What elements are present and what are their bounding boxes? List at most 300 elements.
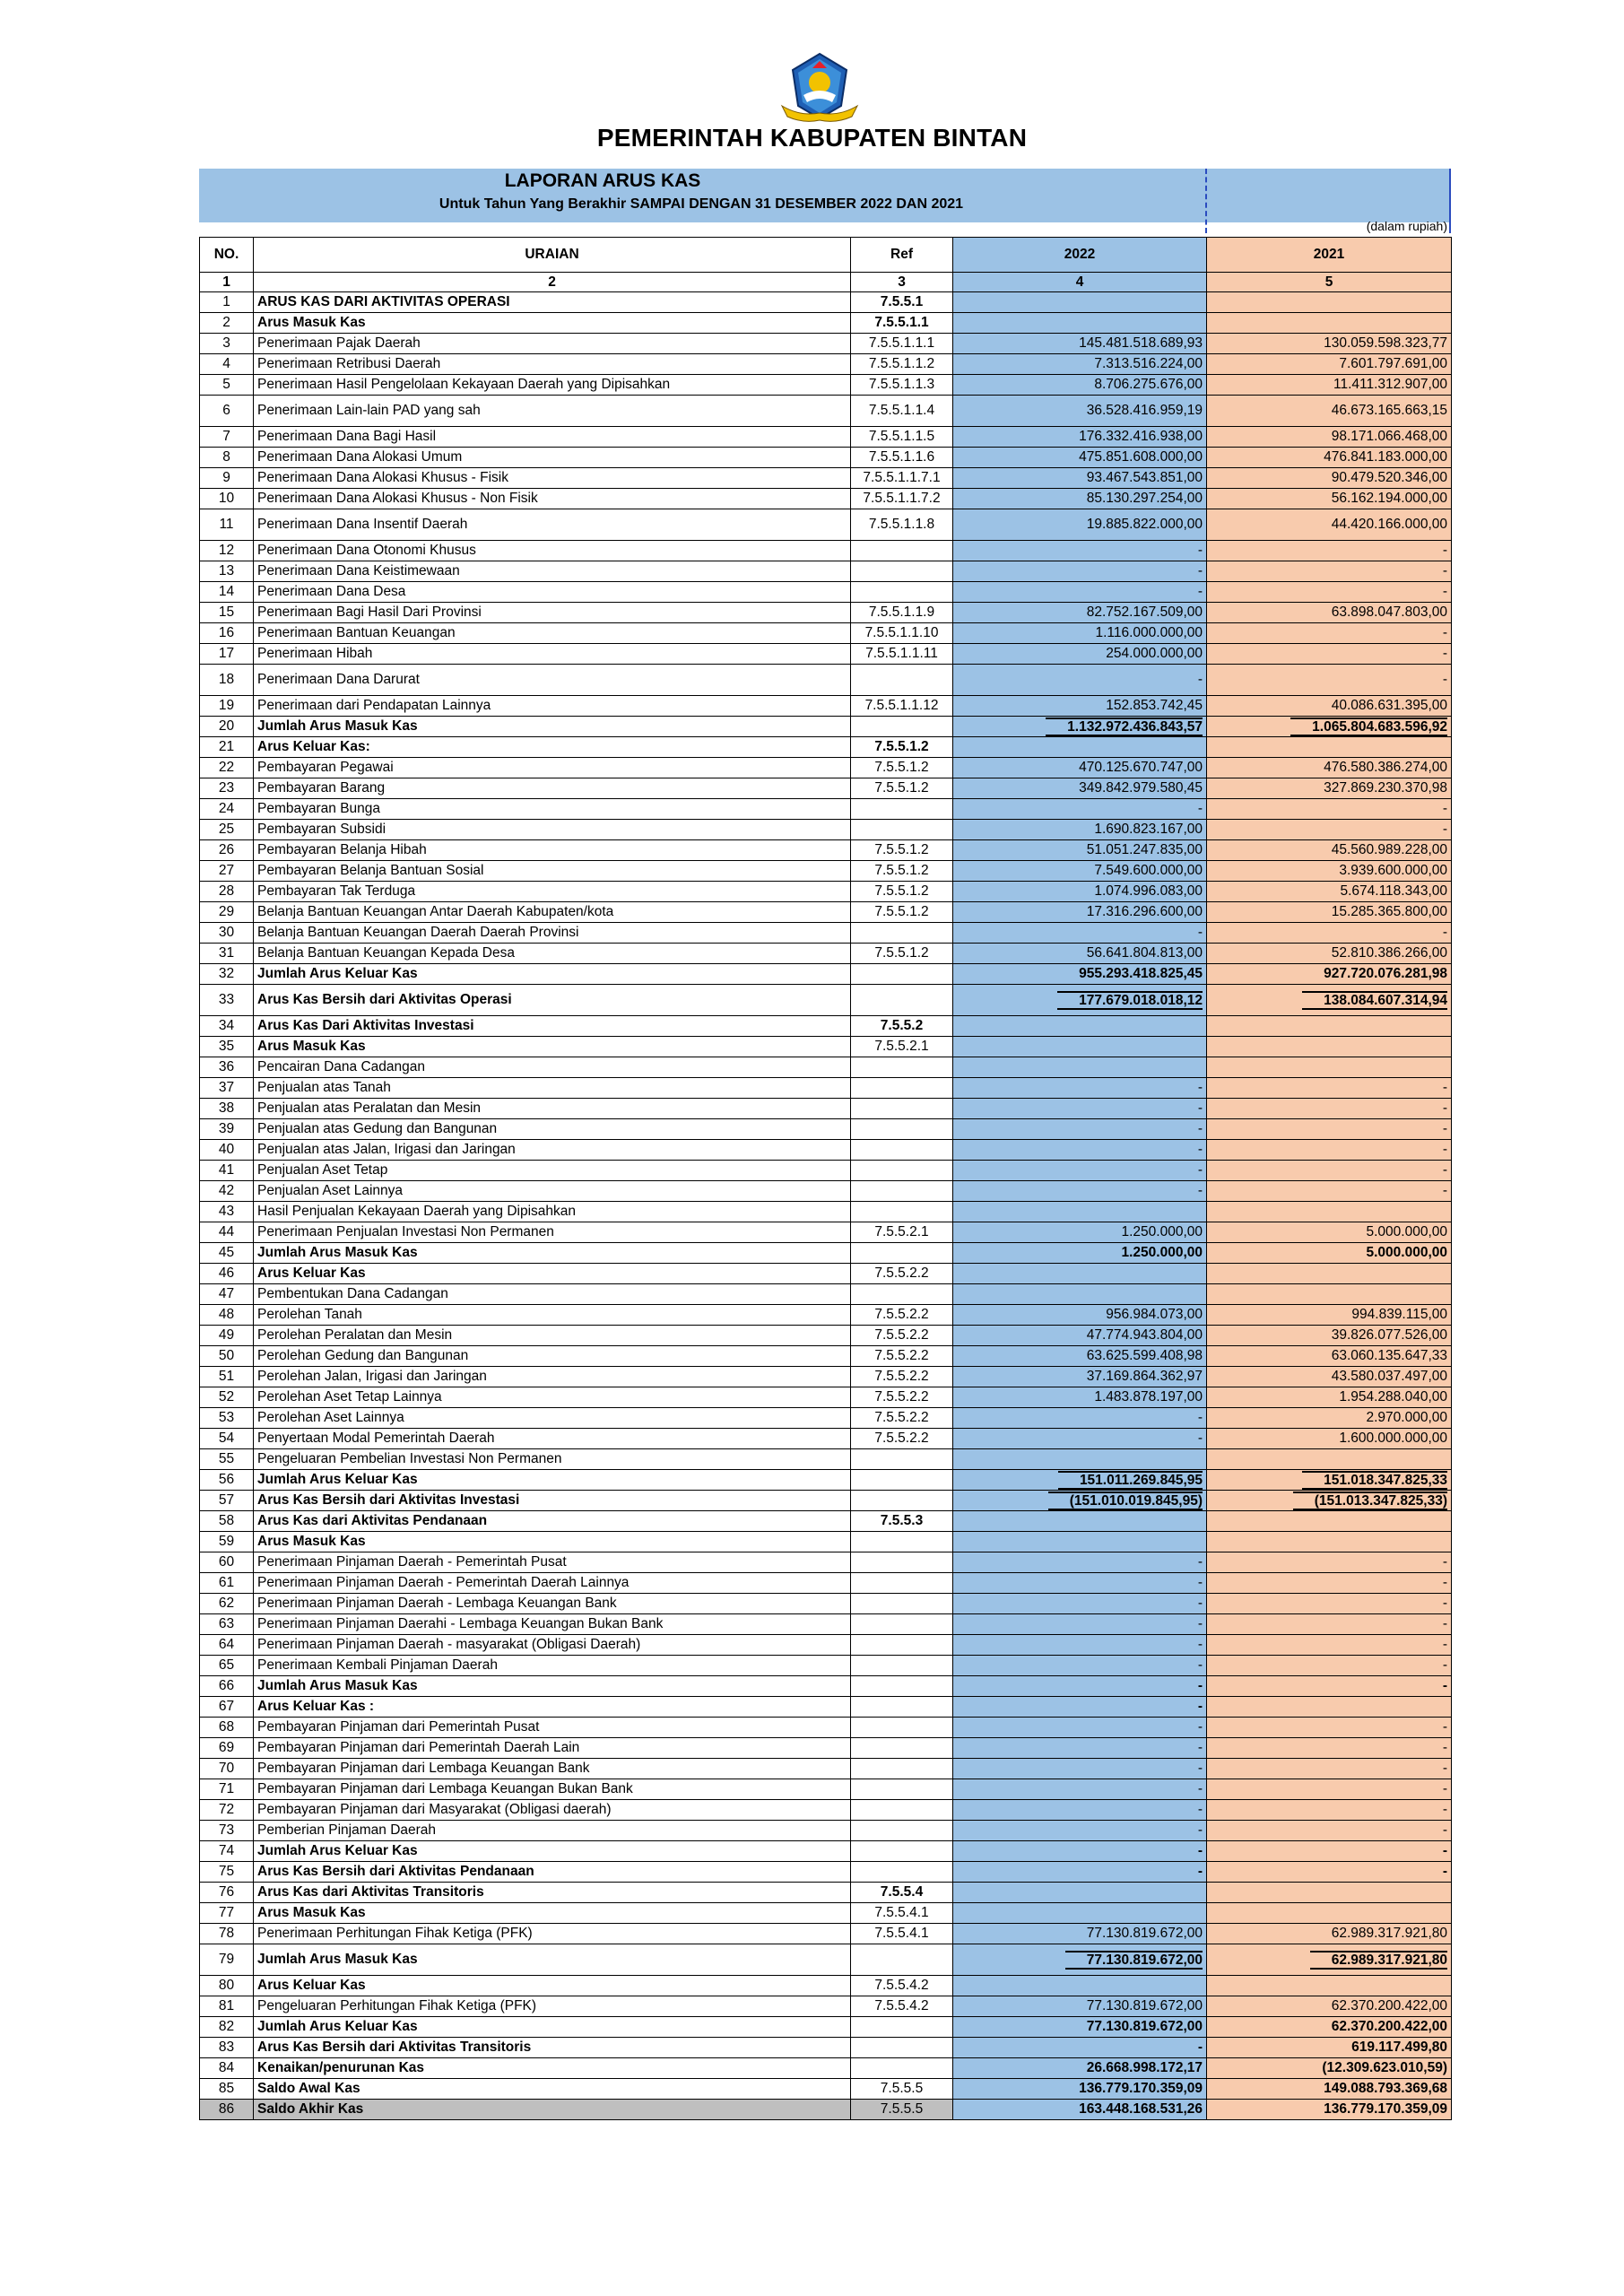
row-ref: 7.5.5.4.2	[851, 1976, 953, 1996]
row-number: 80	[200, 1976, 254, 1996]
row-ref: 7.5.5.4.1	[851, 1924, 953, 1944]
row-ref: 7.5.5.1.2	[851, 882, 953, 902]
row-ref	[851, 964, 953, 985]
table-row	[200, 1635, 1452, 1656]
row-ref	[851, 1532, 953, 1552]
row-ref	[851, 1862, 953, 1883]
row-number: 52	[200, 1387, 254, 1408]
table-row	[200, 582, 1452, 603]
row-description: Belanja Bantuan Keuangan Kepada Desa	[254, 944, 851, 964]
row-description: Pembayaran Pinjaman dari Lembaga Keuangan Bank	[254, 1759, 851, 1779]
row-ref: 7.5.5.4	[851, 1883, 953, 1903]
row-number: 11	[200, 509, 254, 541]
table-row	[200, 468, 1452, 489]
row-description: Penerimaan Pinjaman Daerah - Lembaga Keuangan Bank	[254, 1594, 851, 1614]
row-value-2021: 5.000.000,00	[1207, 1243, 1452, 1264]
row-ref: 7.5.5.4.2	[851, 1996, 953, 2017]
row-value-2021: 43.580.037.497,00	[1207, 1367, 1452, 1387]
row-description: Arus Masuk Kas	[254, 1532, 851, 1552]
row-value-2022: 17.316.296.600,00	[953, 902, 1207, 923]
row-value-2022: 51.051.247.835,00	[953, 840, 1207, 861]
row-ref: 7.5.5.1.1.3	[851, 375, 953, 396]
row-value-2021: -	[1207, 1078, 1452, 1099]
row-number: 2	[200, 313, 254, 334]
row-ref	[851, 1284, 953, 1305]
row-description: Arus Kas Bersih dari Aktivitas Transitoris	[254, 2038, 851, 2058]
row-value-2021: -	[1207, 1718, 1452, 1738]
row-value-2022: 955.293.418.825,45	[953, 964, 1207, 985]
row-value-2021: 56.162.194.000,00	[1207, 489, 1452, 509]
row-value-2022: -	[953, 561, 1207, 582]
row-value-2021-underlined: 1.065.804.683.596,92	[1290, 718, 1447, 736]
row-description: Jumlah Arus Masuk Kas	[254, 1676, 851, 1697]
row-ref	[851, 1676, 953, 1697]
row-description: Pembayaran Belanja Bantuan Sosial	[254, 861, 851, 882]
row-description: Jumlah Arus Keluar Kas	[254, 1841, 851, 1862]
row-description: Arus Keluar Kas :	[254, 1697, 851, 1718]
row-ref	[851, 717, 953, 737]
row-value-2022: -	[953, 665, 1207, 696]
table-row	[200, 717, 1452, 737]
row-value-2022: -	[953, 2038, 1207, 2058]
row-ref	[851, 2058, 953, 2079]
row-description: Pengeluaran Perhitungan Fihak Ketiga (PFK)	[254, 1996, 851, 2017]
table-row	[200, 1140, 1452, 1161]
row-description: ARUS KAS DARI AKTIVITAS OPERASI	[254, 292, 851, 313]
row-description: Pemberian Pinjaman Daerah	[254, 1821, 851, 1841]
row-number: 57	[200, 1491, 254, 1511]
row-value-2022	[953, 1511, 1207, 1532]
row-value-2022	[953, 292, 1207, 313]
table-row	[200, 427, 1452, 448]
row-number: 85	[200, 2079, 254, 2100]
row-value-2021	[1207, 1976, 1452, 1996]
row-value-2021-underlined: 62.989.317.921,80	[1310, 1951, 1447, 1970]
table-row	[200, 1594, 1452, 1614]
row-description: Saldo Awal Kas	[254, 2079, 851, 2100]
row-ref	[851, 561, 953, 582]
table-row	[200, 1161, 1452, 1181]
row-description: Pembayaran Pinjaman dari Pemerintah Daerah Lain	[254, 1738, 851, 1759]
table-row	[200, 1284, 1452, 1305]
row-ref	[851, 1944, 953, 1976]
table-row	[200, 2100, 1452, 2120]
row-value-2021: 44.420.166.000,00	[1207, 509, 1452, 541]
row-ref: 7.5.5.2.2	[851, 1408, 953, 1429]
row-value-2022-underlined: 77.130.819.672,00	[1065, 1951, 1203, 1970]
table-row	[200, 313, 1452, 334]
row-ref: 7.5.5.1.2	[851, 902, 953, 923]
row-number: 54	[200, 1429, 254, 1449]
row-value-2022: 145.481.518.689,93	[953, 334, 1207, 354]
row-value-2021: 7.601.797.691,00	[1207, 354, 1452, 375]
row-number: 15	[200, 603, 254, 623]
row-description: Pembayaran Bunga	[254, 799, 851, 820]
row-value-2021-underlined: 151.018.347.825,33	[1302, 1471, 1447, 1490]
table-row	[200, 1976, 1452, 1996]
row-number: 12	[200, 541, 254, 561]
row-number: 19	[200, 696, 254, 717]
row-value-2022: -	[953, 923, 1207, 944]
row-ref: 7.5.5.1.2	[851, 840, 953, 861]
row-ref	[851, 1718, 953, 1738]
table-row	[200, 1181, 1452, 1202]
table-row	[200, 861, 1452, 882]
row-value-2021: 5.674.118.343,00	[1207, 882, 1452, 902]
row-value-2021	[1207, 1532, 1452, 1552]
row-ref: 7.5.5.1.1.12	[851, 696, 953, 717]
row-value-2022: 77.130.819.672,00	[953, 1924, 1207, 1944]
row-ref: 7.5.5.1.1	[851, 313, 953, 334]
table-row	[200, 1532, 1452, 1552]
row-value-2022	[953, 717, 1207, 737]
row-value-2021	[1207, 1470, 1452, 1491]
table-row	[200, 882, 1452, 902]
row-value-2022: 349.842.979.580,45	[953, 778, 1207, 799]
row-value-2021: -	[1207, 1759, 1452, 1779]
table-row	[200, 758, 1452, 778]
row-description: Arus Kas Bersih dari Aktivitas Operasi	[254, 985, 851, 1016]
row-number: 51	[200, 1367, 254, 1387]
row-value-2022	[953, 313, 1207, 334]
table-row	[200, 1119, 1452, 1140]
row-value-2021: 476.841.183.000,00	[1207, 448, 1452, 468]
row-ref	[851, 820, 953, 840]
row-value-2022: 1.116.000.000,00	[953, 623, 1207, 644]
row-value-2021: 2.970.000,00	[1207, 1408, 1452, 1429]
row-description: Arus Masuk Kas	[254, 1903, 851, 1924]
row-value-2021: -	[1207, 1676, 1452, 1697]
row-ref: 7.5.5.1.1.6	[851, 448, 953, 468]
row-value-2021: 63.898.047.803,00	[1207, 603, 1452, 623]
row-ref: 7.5.5.1.1.10	[851, 623, 953, 644]
row-description: Pembayaran Pinjaman dari Pemerintah Pusat	[254, 1718, 851, 1738]
row-value-2022: -	[953, 1862, 1207, 1883]
row-number: 70	[200, 1759, 254, 1779]
table-row	[200, 1078, 1452, 1099]
row-value-2022: 47.774.943.804,00	[953, 1326, 1207, 1346]
row-description: Penerimaan dari Pendapatan Lainnya	[254, 696, 851, 717]
table-row	[200, 944, 1452, 964]
table-row	[200, 2058, 1452, 2079]
table-row	[200, 644, 1452, 665]
row-number: 74	[200, 1841, 254, 1862]
row-value-2021: 476.580.386.274,00	[1207, 758, 1452, 778]
row-ref: 7.5.5.1.1.9	[851, 603, 953, 623]
row-value-2022	[953, 1057, 1207, 1078]
row-ref	[851, 1243, 953, 1264]
row-value-2022	[953, 1202, 1207, 1222]
table-row	[200, 923, 1452, 944]
row-number: 23	[200, 778, 254, 799]
row-description: Penerimaan Lain-lain PAD yang sah	[254, 396, 851, 427]
row-value-2022: -	[953, 1181, 1207, 1202]
row-value-2021: 927.720.076.281,98	[1207, 964, 1452, 985]
row-value-2022: -	[953, 1718, 1207, 1738]
row-value-2021	[1207, 1944, 1452, 1976]
row-value-2021: -	[1207, 1181, 1452, 1202]
row-description: Pembentukan Dana Cadangan	[254, 1284, 851, 1305]
table-row	[200, 1924, 1452, 1944]
row-ref: 7.5.5.2.1	[851, 1037, 953, 1057]
row-description: Pembayaran Barang	[254, 778, 851, 799]
table-row	[200, 1552, 1452, 1573]
row-number: 8	[200, 448, 254, 468]
row-value-2021: -	[1207, 1099, 1452, 1119]
table-row	[200, 1222, 1452, 1243]
row-description: Belanja Bantuan Keuangan Antar Daerah Kabupaten/kota	[254, 902, 851, 923]
table-row	[200, 623, 1452, 644]
row-description: Jumlah Arus Masuk Kas	[254, 1944, 851, 1976]
row-number: 83	[200, 2038, 254, 2058]
row-ref	[851, 2017, 953, 2038]
row-description: Arus Keluar Kas:	[254, 737, 851, 758]
table-row	[200, 1264, 1452, 1284]
row-description: Penerimaan Dana Alokasi Khusus - Fisik	[254, 468, 851, 489]
row-value-2022: -	[953, 1078, 1207, 1099]
table-row	[200, 2038, 1452, 2058]
row-ref: 7.5.5.2	[851, 1016, 953, 1037]
row-value-2021	[1207, 1903, 1452, 1924]
row-number: 46	[200, 1264, 254, 1284]
row-value-2022: -	[953, 541, 1207, 561]
row-number: 36	[200, 1057, 254, 1078]
row-value-2021: 11.411.312.907,00	[1207, 375, 1452, 396]
row-number: 47	[200, 1284, 254, 1305]
row-description: Hasil Penjualan Kekayaan Daerah yang Dipisahkan	[254, 1202, 851, 1222]
row-ref	[851, 923, 953, 944]
row-description: Penerimaan Pinjaman Daerah - Pemerintah Daerah Lainnya	[254, 1573, 851, 1594]
row-description: Arus Keluar Kas	[254, 1264, 851, 1284]
row-description: Penjualan Aset Tetap	[254, 1161, 851, 1181]
row-number: 25	[200, 820, 254, 840]
row-number: 41	[200, 1161, 254, 1181]
row-ref	[851, 1759, 953, 1779]
row-ref	[851, 1800, 953, 1821]
row-description: Penerimaan Dana Bagi Hasil	[254, 427, 851, 448]
row-description: Penerimaan Pinjaman Daerahi - Lembaga Keuangan Bukan Bank	[254, 1614, 851, 1635]
row-description: Pencairan Dana Cadangan	[254, 1057, 851, 1078]
row-ref	[851, 1552, 953, 1573]
row-value-2022: 37.169.864.362,97	[953, 1367, 1207, 1387]
row-number: 76	[200, 1883, 254, 1903]
row-value-2021	[1207, 985, 1452, 1016]
row-value-2022: 56.641.804.813,00	[953, 944, 1207, 964]
table-row	[200, 820, 1452, 840]
row-ref	[851, 1181, 953, 1202]
row-value-2021	[1207, 1016, 1452, 1037]
row-value-2021	[1207, 1284, 1452, 1305]
table-row	[200, 840, 1452, 861]
row-description: Arus Kas Bersih dari Aktivitas Investasi	[254, 1491, 851, 1511]
row-value-2022: -	[953, 1841, 1207, 1862]
table-row	[200, 2017, 1452, 2038]
row-value-2021: 994.839.115,00	[1207, 1305, 1452, 1326]
row-value-2021: -	[1207, 1779, 1452, 1800]
row-value-2021: -	[1207, 1552, 1452, 1573]
row-value-2022: 470.125.670.747,00	[953, 758, 1207, 778]
table-row	[200, 1862, 1452, 1883]
row-value-2021: 98.171.066.468,00	[1207, 427, 1452, 448]
table-row	[200, 561, 1452, 582]
table-row	[200, 1656, 1452, 1676]
table-row	[200, 292, 1452, 313]
table-row	[200, 1491, 1452, 1511]
table-row	[200, 1037, 1452, 1057]
row-value-2021: 62.370.200.422,00	[1207, 1996, 1452, 2017]
row-value-2022: -	[953, 1656, 1207, 1676]
row-description: Penerimaan Pajak Daerah	[254, 334, 851, 354]
row-number: 21	[200, 737, 254, 758]
row-description: Arus Keluar Kas	[254, 1976, 851, 1996]
row-ref: 7.5.5.2.2	[851, 1387, 953, 1408]
table-header-row	[200, 238, 1452, 273]
column-number-row	[200, 273, 1452, 292]
row-value-2021: -	[1207, 1119, 1452, 1140]
row-ref	[851, 1779, 953, 1800]
row-description: Penerimaan Bagi Hasil Dari Provinsi	[254, 603, 851, 623]
row-value-2022: 77.130.819.672,00	[953, 2017, 1207, 2038]
row-number: 24	[200, 799, 254, 820]
row-value-2022: -	[953, 1697, 1207, 1718]
row-value-2021: 327.869.230.370,98	[1207, 778, 1452, 799]
row-value-2022: -	[953, 1140, 1207, 1161]
row-ref: 7.5.5.2.2	[851, 1326, 953, 1346]
row-value-2021: 5.000.000,00	[1207, 1222, 1452, 1243]
row-number: 14	[200, 582, 254, 603]
row-value-2022: -	[953, 1408, 1207, 1429]
row-value-2022: 254.000.000,00	[953, 644, 1207, 665]
row-description: Penerimaan Bantuan Keuangan	[254, 623, 851, 644]
row-value-2021: 1.600.000.000,00	[1207, 1429, 1452, 1449]
row-description: Jumlah Arus Keluar Kas	[254, 2017, 851, 2038]
row-description: Pembayaran Belanja Hibah	[254, 840, 851, 861]
row-ref	[851, 1470, 953, 1491]
row-description: Arus Kas Bersih dari Aktivitas Pendanaan	[254, 1862, 851, 1883]
row-value-2022: 1.074.996.083,00	[953, 882, 1207, 902]
row-value-2022: 8.706.275.676,00	[953, 375, 1207, 396]
row-value-2022: -	[953, 1821, 1207, 1841]
table-row	[200, 1243, 1452, 1264]
row-ref: 7.5.5.1.2	[851, 737, 953, 758]
row-description: Penjualan atas Jalan, Irigasi dan Jaringan	[254, 1140, 851, 1161]
row-description: Arus Masuk Kas	[254, 1037, 851, 1057]
table-row	[200, 396, 1452, 427]
row-value-2021: 90.479.520.346,00	[1207, 468, 1452, 489]
row-value-2021: -	[1207, 1161, 1452, 1181]
row-value-2021: -	[1207, 1573, 1452, 1594]
column-number: 4	[953, 273, 1207, 292]
row-value-2021	[1207, 313, 1452, 334]
table-row	[200, 1367, 1452, 1387]
row-description: Pembayaran Tak Terduga	[254, 882, 851, 902]
row-value-2021: 63.060.135.647,33	[1207, 1346, 1452, 1367]
row-description: Penjualan atas Peralatan dan Mesin	[254, 1099, 851, 1119]
row-number: 4	[200, 354, 254, 375]
row-description: Penyertaan Modal Pemerintah Daerah	[254, 1429, 851, 1449]
row-value-2021: -	[1207, 541, 1452, 561]
row-value-2021: -	[1207, 623, 1452, 644]
row-value-2021: (12.309.623.010,59)	[1207, 2058, 1452, 2079]
row-value-2022: -	[953, 799, 1207, 820]
row-number: 78	[200, 1924, 254, 1944]
row-number: 33	[200, 985, 254, 1016]
table-row	[200, 2079, 1452, 2100]
table-row	[200, 1883, 1452, 1903]
row-value-2021-underlined: 138.084.607.314,94	[1302, 991, 1447, 1010]
row-ref	[851, 1119, 953, 1140]
row-value-2022: 36.528.416.959,19	[953, 396, 1207, 427]
row-value-2021: 130.059.598.323,77	[1207, 334, 1452, 354]
row-ref	[851, 799, 953, 820]
table-row	[200, 1614, 1452, 1635]
row-number: 13	[200, 561, 254, 582]
row-number: 79	[200, 1944, 254, 1976]
table-row	[200, 1841, 1452, 1862]
row-description: Arus Kas Dari Aktivitas Investasi	[254, 1016, 851, 1037]
row-value-2022: -	[953, 1676, 1207, 1697]
table-row	[200, 1387, 1452, 1408]
row-number: 66	[200, 1676, 254, 1697]
row-number: 67	[200, 1697, 254, 1718]
row-value-2022	[953, 1470, 1207, 1491]
col-header-uraian: URAIAN	[254, 238, 851, 273]
row-number: 45	[200, 1243, 254, 1264]
row-description: Arus Kas dari Aktivitas Transitoris	[254, 1883, 851, 1903]
row-value-2021: -	[1207, 923, 1452, 944]
row-description: Penjualan atas Gedung dan Bangunan	[254, 1119, 851, 1140]
row-number: 61	[200, 1573, 254, 1594]
row-description: Penerimaan Hasil Pengelolaan Kekayaan Daerah yang Dipisahkan	[254, 375, 851, 396]
row-number: 62	[200, 1594, 254, 1614]
row-description: Penerimaan Penjualan Investasi Non Permanen	[254, 1222, 851, 1243]
row-description: Penerimaan Dana Alokasi Umum	[254, 448, 851, 468]
row-value-2022	[953, 1264, 1207, 1284]
row-ref: 7.5.5.2.2	[851, 1264, 953, 1284]
row-number: 40	[200, 1140, 254, 1161]
row-value-2022: 152.853.742,45	[953, 696, 1207, 717]
row-description: Jumlah Arus Keluar Kas	[254, 1470, 851, 1491]
bintan-coat-of-arms-icon	[777, 50, 863, 126]
row-ref: 7.5.5.1.2	[851, 758, 953, 778]
row-ref	[851, 1656, 953, 1676]
row-ref: 7.5.5.1.1.7.2	[851, 489, 953, 509]
table-row	[200, 1573, 1452, 1594]
row-description: Perolehan Peralatan dan Mesin	[254, 1326, 851, 1346]
row-value-2022: 19.885.822.000,00	[953, 509, 1207, 541]
row-value-2021: 45.560.989.228,00	[1207, 840, 1452, 861]
row-ref: 7.5.5.1.2	[851, 861, 953, 882]
header-right-border	[1449, 169, 1451, 233]
row-number: 86	[200, 2100, 254, 2120]
row-value-2021	[1207, 1057, 1452, 1078]
row-value-2021: 3.939.600.000,00	[1207, 861, 1452, 882]
row-number: 73	[200, 1821, 254, 1841]
row-value-2022: -	[953, 1099, 1207, 1119]
row-number: 35	[200, 1037, 254, 1057]
table-row	[200, 696, 1452, 717]
table-row	[200, 1821, 1452, 1841]
row-number: 31	[200, 944, 254, 964]
row-number: 38	[200, 1099, 254, 1119]
row-value-2022	[953, 985, 1207, 1016]
row-value-2021	[1207, 717, 1452, 737]
row-value-2022	[953, 1883, 1207, 1903]
row-value-2021: -	[1207, 1635, 1452, 1656]
column-number: 3	[851, 273, 953, 292]
row-ref	[851, 1099, 953, 1119]
row-ref	[851, 1614, 953, 1635]
